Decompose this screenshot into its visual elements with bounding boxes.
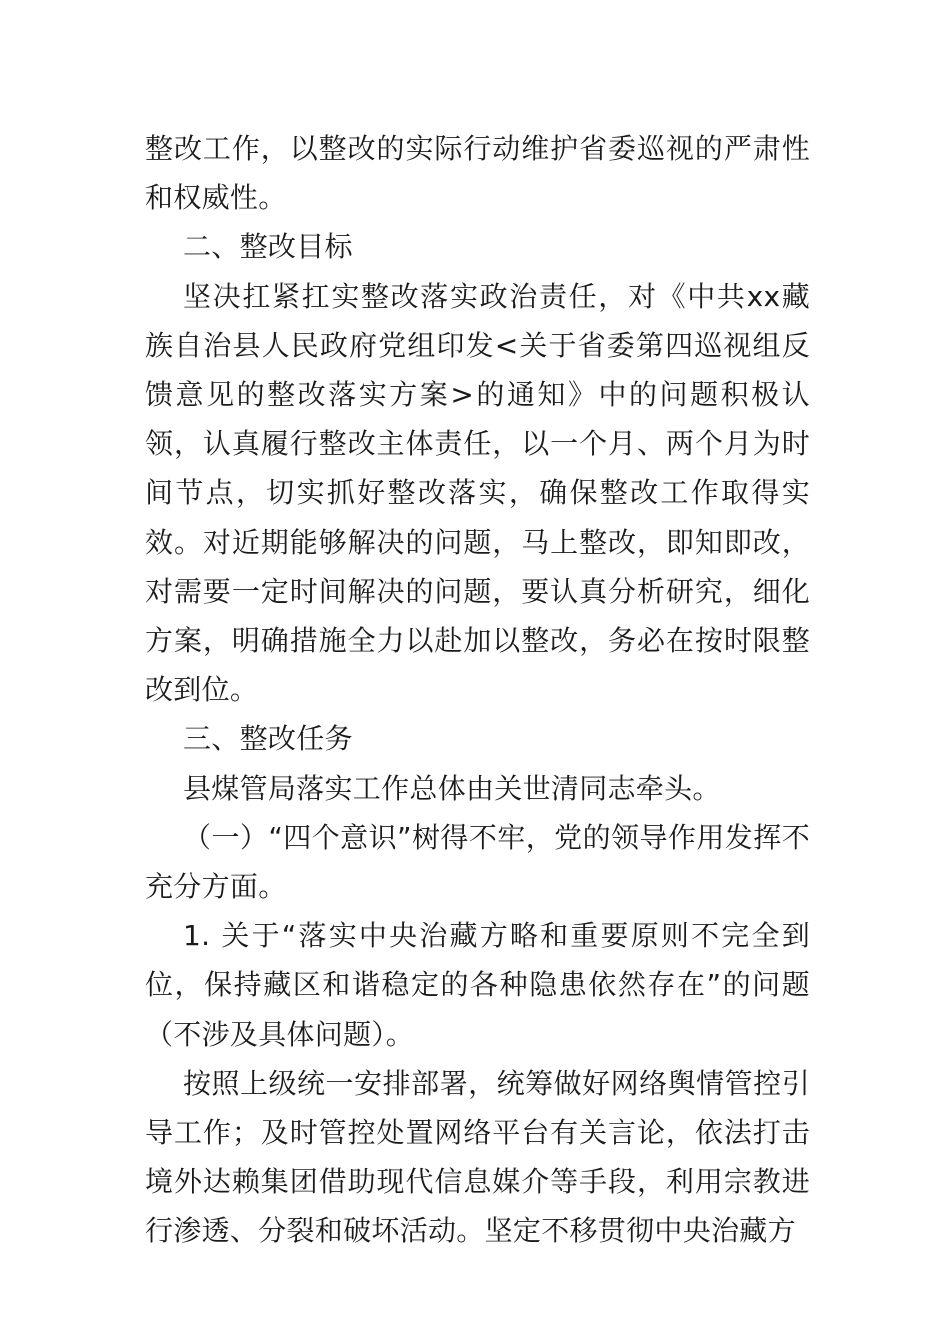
paragraph-measures: 按照上级统一安排部署，统筹做好网络舆情管控引导工作；及时管控处置网络平台有关言论，依法打击境外达赖集团借助现代信息媒介等手段，利用宗教进行渗透、分裂和破坏活动。坚定不移贯彻中央治藏方: [145, 1066, 810, 1248]
paragraph-lead: 县煤管局落实工作总体由关世清同志牵头。: [183, 771, 721, 805]
document-body: [145, 124, 810, 1256]
paragraph-intro-continuation: 整改工作，以整改的实际行动维护省委巡视的严肃性和权威性。: [145, 132, 810, 215]
paragraph-goals: 坚决扛紧扛实整改落实政治责任，对《中共xx藏族自治县人民政府党组印发<关于省委第四巡视组反馈意见的整改落实方案>的通知》中的问题积极认领，认真履行整改主体责任，以一个月、两个月为时间节点，切实抓好整改落实，确保整改工作取得实效。对近期能够解决的问题，马上整改，即知即改，对需要一定时间解决的问题，要认真分析研究，细化方案，明确措施全力以赴加以整改，务必在按时限整改到位。: [145, 279, 810, 707]
subheading-four-consciousness: （一）“四个意识”树得不牢，党的领导作用发挥不充分方面。: [145, 820, 810, 904]
heading-rectification-goals: 二、整改目标: [183, 230, 353, 264]
item-1-issue: 1. 关于“落实中央治藏方略和重要原则不完全到位，保持藏区和谐稳定的各种隐患依然存在”的问题（不涉及具体问题）。: [145, 919, 810, 1051]
heading-rectification-tasks: 三、整改任务: [183, 722, 353, 756]
